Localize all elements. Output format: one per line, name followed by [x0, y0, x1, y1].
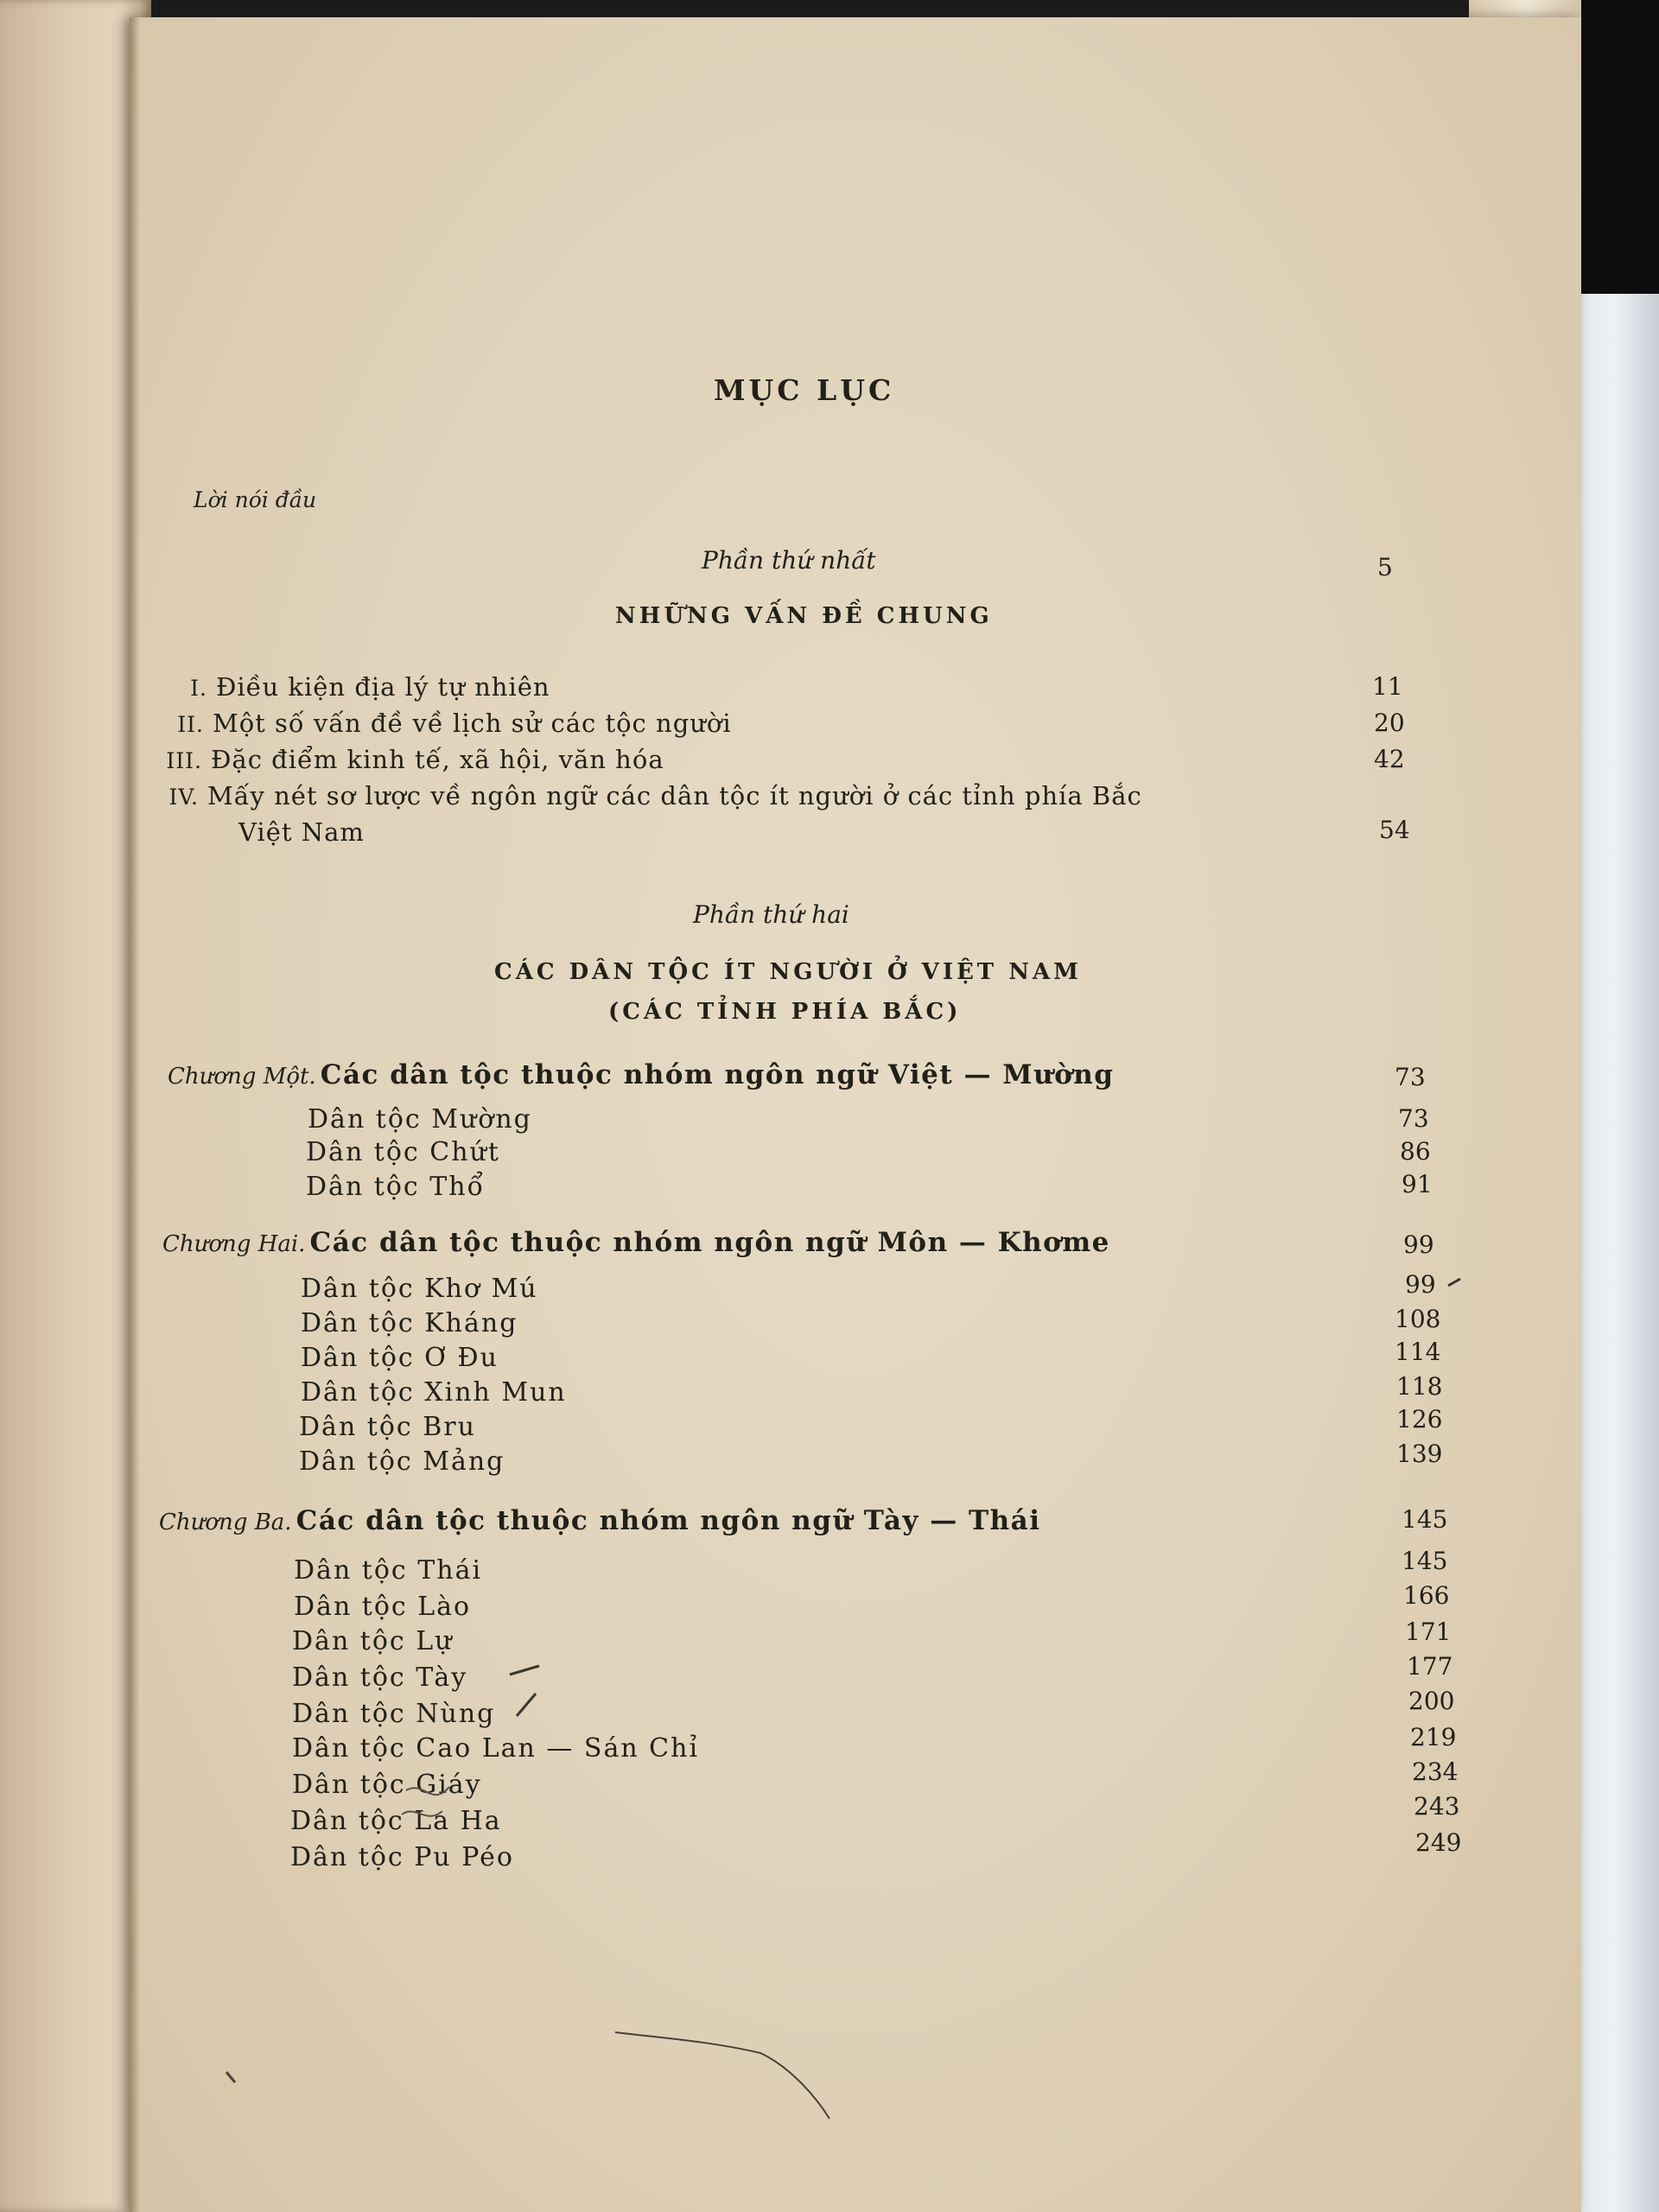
toc-title: MỤC LỤC — [714, 373, 895, 407]
part2-heading: CÁC DÂN TỘC ÍT NGƯỜI Ở VIỆT NAM — [494, 959, 1082, 985]
list-item: Dân tộc Mảng — [299, 1446, 505, 1477]
part2-label: Phần thứ hai — [693, 900, 849, 929]
toc-item-text: Điều kiện địa lý tự nhiên — [216, 672, 550, 702]
chapter-title: Các dân tộc thuộc nhóm ngôn ngữ Việt — Mường — [320, 1059, 1115, 1090]
list-item-page: 177 — [1407, 1652, 1453, 1681]
pencil-tick-mark — [510, 1666, 539, 1675]
list-item: Dân tộc Thái — [294, 1555, 483, 1586]
chapter-title: Các dân tộc thuộc nhóm ngôn ngữ Tày — Thái — [296, 1505, 1041, 1536]
list-item-page: 118 — [1396, 1372, 1443, 1401]
list-item-page: 86 — [1400, 1137, 1431, 1166]
preface-label: Lời nói đầu — [194, 487, 317, 512]
list-item-page: 73 — [1398, 1104, 1429, 1133]
chapter-label: Chương Một. — [168, 1064, 316, 1090]
toc-item-2-page: 20 — [1374, 709, 1405, 737]
toc-item-text: Đặc điểm kinh tế, xã hội, văn hóa — [211, 745, 664, 774]
list-item-page: 108 — [1395, 1305, 1441, 1333]
roman-numeral: IV. — [168, 785, 199, 810]
chapter-label: Chương Ba. — [159, 1510, 292, 1535]
part2-subheading: (CÁC TỈNH PHÍA BẮC) — [608, 999, 962, 1025]
list-item: Dân tộc Xinh Mun — [301, 1377, 567, 1408]
chapter-label: Chương Hai. — [162, 1231, 306, 1257]
pencil-scribble — [402, 1811, 442, 1816]
pencil-tick-mark — [517, 1694, 536, 1716]
list-item: Dân tộc Nùng — [292, 1699, 496, 1729]
roman-numeral: I. — [190, 676, 207, 701]
list-item-page: 91 — [1402, 1170, 1433, 1198]
list-item: Dân tộc Khơ Mú — [301, 1274, 538, 1304]
list-item: Dân tộc Cao Lan — Sán Chỉ — [292, 1733, 700, 1764]
list-item-page: 99 — [1405, 1270, 1436, 1299]
roman-numeral: III. — [166, 748, 202, 773]
toc-item-3-page: 42 — [1374, 745, 1405, 773]
part1-label: Phần thứ nhất — [702, 546, 876, 575]
list-item: Dân tộc La Ha — [290, 1806, 502, 1836]
page-scratch — [615, 2032, 830, 2119]
toc-item-1-page: 11 — [1372, 672, 1403, 701]
toc-item-text: Một số vấn đề về lịch sử các tộc người — [213, 709, 732, 738]
list-item-page: 166 — [1403, 1581, 1450, 1610]
toc-item-4-continued: Việt Nam — [238, 817, 365, 847]
list-item: Dân tộc Mường — [308, 1104, 532, 1135]
preface-page: 5 — [1377, 553, 1393, 582]
roman-numeral: II. — [177, 712, 204, 737]
list-item: Dân tộc Giáy — [292, 1770, 482, 1800]
page-scratch — [226, 2072, 235, 2082]
list-item: Dân tộc Pu Péo — [290, 1842, 514, 1872]
list-item-page: 249 — [1415, 1828, 1462, 1857]
list-item: Dân tộc Lào — [294, 1592, 472, 1622]
list-item-page: 114 — [1395, 1338, 1441, 1366]
part1-heading: NHỮNG VẤN ĐỀ CHUNG — [615, 603, 993, 629]
toc-item-4-page: 54 — [1379, 816, 1410, 844]
list-item: Dân tộc Lự — [292, 1626, 454, 1656]
list-item: Dân tộc Bru — [299, 1412, 476, 1442]
list-item-page: 243 — [1414, 1792, 1460, 1821]
list-item: Dân tộc Tày — [292, 1662, 468, 1693]
list-item-page: 219 — [1410, 1723, 1457, 1751]
list-item: Dân tộc Ơ Đu — [301, 1343, 499, 1373]
list-item-page: 145 — [1402, 1547, 1448, 1575]
list-item-page: 234 — [1412, 1758, 1459, 1786]
list-item-page: 200 — [1408, 1687, 1455, 1715]
list-item-page: 171 — [1405, 1618, 1452, 1646]
list-item-page: 139 — [1396, 1440, 1443, 1468]
pencil-scribble — [406, 1787, 449, 1795]
list-item: Dân tộc Kháng — [301, 1308, 518, 1338]
toc-item-text: Mấy nét sơ lược về ngôn ngữ các dân tộc ít người ở các tỉnh phía Bắc — [207, 781, 1142, 810]
chapter-2-page: 99 — [1403, 1230, 1434, 1259]
list-item-page: 126 — [1396, 1405, 1443, 1433]
chapter-1-page: 73 — [1395, 1063, 1426, 1091]
list-item: Dân tộc Chứt — [306, 1137, 500, 1167]
chapter-3-page: 145 — [1402, 1505, 1448, 1534]
chapter-title: Các dân tộc thuộc nhóm ngôn ngữ Môn — Khơme — [309, 1227, 1110, 1258]
list-item: Dân tộc Thổ — [306, 1172, 485, 1202]
pencil-tick-mark — [1448, 1279, 1460, 1286]
